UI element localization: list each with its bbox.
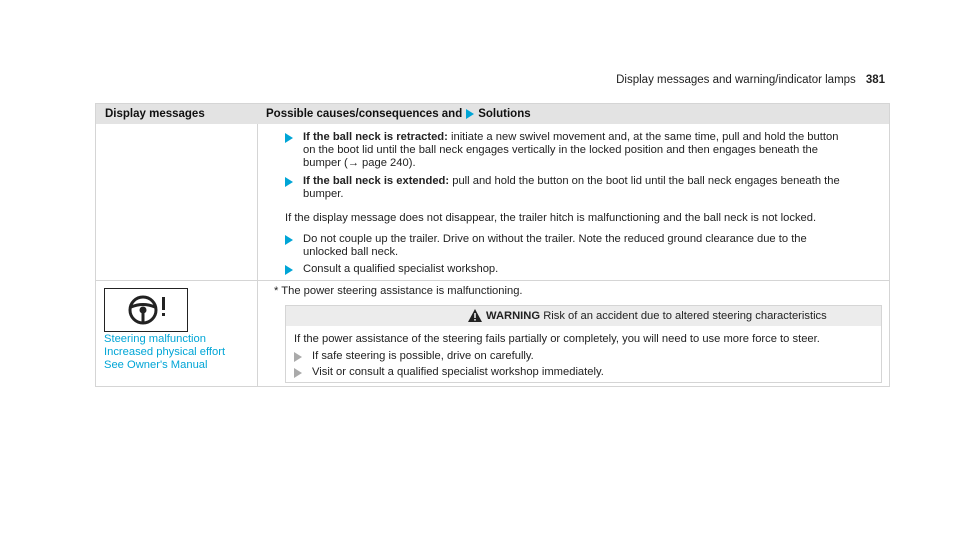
page-header <box>616 74 885 86</box>
display-message-line: Steering malfunction <box>104 333 206 345</box>
play-icon <box>294 368 302 378</box>
row-divider <box>96 280 889 281</box>
warning-title <box>486 310 827 322</box>
col-header-causes <box>266 108 531 120</box>
column-divider <box>257 124 258 386</box>
display-messages-table <box>95 103 890 387</box>
bullet-text: on the boot lid until the ball neck engages vertically in the locked position and then engages beneath the <box>303 144 818 156</box>
col-header-solutions-text: Solutions <box>478 108 531 120</box>
warning-body: If the power assistance of the steering fails partially or completely, you will need to use more force to steer. <box>294 333 820 345</box>
bullet-text: unlocked ball neck. <box>303 246 399 258</box>
col-header-display-messages: Display messages <box>105 108 205 120</box>
table-header <box>96 104 889 124</box>
page-number: 381 <box>865 74 885 86</box>
warning-box <box>285 305 882 383</box>
play-icon <box>285 177 293 187</box>
play-icon <box>285 133 293 143</box>
warning-triangle-icon <box>468 309 482 322</box>
bullet-bold-text: If the ball neck is extended: <box>303 175 450 187</box>
play-icon <box>466 109 474 119</box>
bullet-text: initiate a new swivel movement and, at the same time, pull and hold the button <box>447 131 839 143</box>
play-icon <box>294 352 302 362</box>
bullet-text: Consult a qualified specialist workshop. <box>303 263 499 275</box>
play-icon <box>285 265 293 275</box>
bullet-bold-text: If the ball neck is retracted: <box>303 131 448 143</box>
display-message-line: See Owner's Manual <box>104 359 208 371</box>
bullet-text: bumper. <box>303 188 344 200</box>
bullet-text: pull and hold the button on the boot lid until the ball neck engages beneath the <box>449 175 840 187</box>
bullet-text: If safe steering is possible, drive on carefully. <box>312 350 534 362</box>
bullet-text: Do not couple up the trailer. Drive on without the trailer. Note the reduced ground clearance due to the <box>303 233 807 245</box>
note-text: If the display message does not disappear, the trailer hitch is malfunctioning and the ball neck is not locked. <box>285 212 817 224</box>
page-header-title: Display messages and warning/indicator lamps <box>616 74 856 86</box>
bullet-text: Visit or consult a qualified specialist workshop immediately. <box>312 366 604 378</box>
warning-header <box>286 306 881 326</box>
col-header-causes-text: Possible causes/consequences and <box>266 108 463 120</box>
steering-wheel-warning-icon <box>104 288 188 332</box>
warning-text: Risk of an accident due to altered steering characteristics <box>543 310 827 322</box>
display-message-line: Increased physical effort <box>104 346 226 358</box>
bullet-text: bumper (→ page 240). <box>303 157 416 169</box>
warning-label: WARNING <box>486 310 541 322</box>
cause-text: * The power steering assistance is malfunctioning. <box>274 285 523 297</box>
play-icon <box>285 235 293 245</box>
